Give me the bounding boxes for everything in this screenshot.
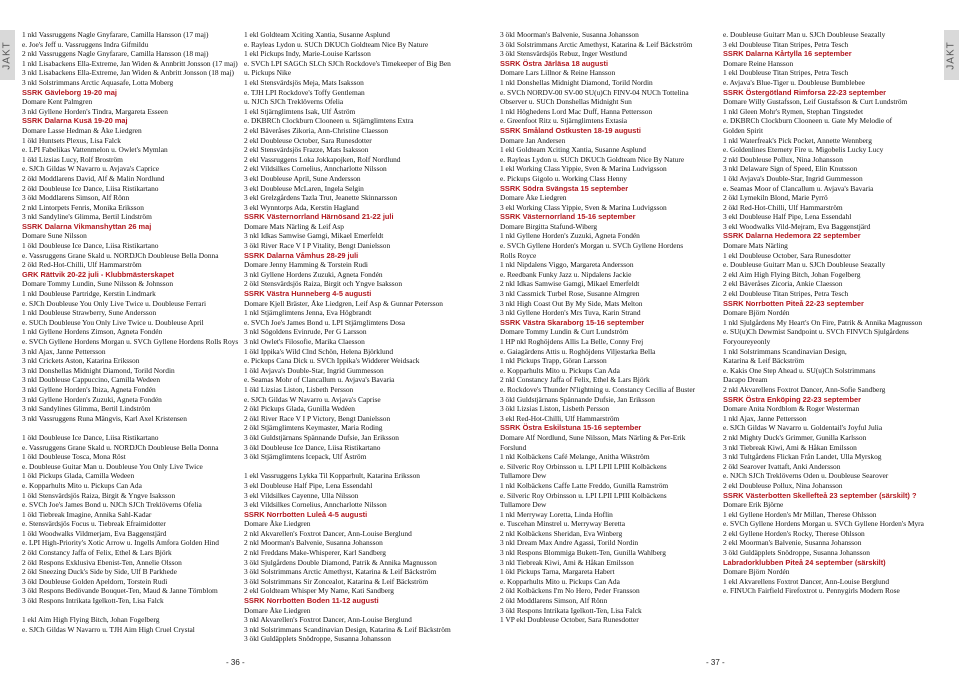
result-line: 3 nkl Gyllene Horden's Tindra, Margareta Esseen <box>22 106 168 116</box>
page-number-left: - 36 - <box>226 658 245 667</box>
result-line: 1 VP ekl Doubleuse October, Sara Runesdotter <box>500 615 639 625</box>
result-line: 1 ökl Tiebreak Imagine, Annika Sahl-Kadar <box>22 509 152 519</box>
result-line: 3 ökl Lizsias Liston, Lisbeth Persson <box>500 404 610 414</box>
result-line: 3 ekl Doubleuse Half Pipe, Lena Essendahl <box>244 480 373 490</box>
result-line: 3 nkl Respons Blommiga Bukett-Ten, Gunilla Wahlberg <box>500 548 666 558</box>
event-heading: SSRK Dalarna Hedemora 22 september <box>723 231 861 241</box>
event-block <box>723 395 953 491</box>
event-block <box>723 88 953 232</box>
result-line: 1 nkl Gleen Mohr's Rymen, Stephan Tingstedet <box>723 106 864 116</box>
result-line: 3 ekl Vildsilkes Cornelius, Anncharlotte Nilsson <box>244 500 387 510</box>
result-line: 3 ökl Solstrimmans Arctic Amethyst, Katarina & Leif Bäckström <box>244 567 437 577</box>
result-line: 3 nkl Gyllene Hordens Zuzuki, Agneta Fondén <box>244 269 383 279</box>
result-line: e. LPI High-Priority's Xotic Arrow u. Ingells Amfora Golden Hind <box>22 538 219 548</box>
result-line: 1 nkl Doubleuse Strawberry, Sune Andersson <box>22 308 157 318</box>
result-line: Tullamore Dew <box>500 471 547 481</box>
result-line: 2 ekl Goldteam Whisper My Name, Kati Sandberg <box>244 586 394 596</box>
result-line: 3 ökl Moorman's Balvenie, Susanna Johansson <box>500 30 639 39</box>
result-line: 1 ekl Stjärnglimtens Isak, Ulf Åström <box>244 106 356 116</box>
result-line: e. SJCh Doubleuse You Only Live Twice u. Doubleuse Ferrari <box>22 298 207 308</box>
result-line: 1 ökl Doubleuse Ice Dance, Liisa Ristikartano <box>22 241 159 251</box>
result-line: 2 ekl Moorman's Balvenie, Susanna Johansson <box>723 538 862 548</box>
event-block <box>22 88 252 117</box>
result-line: 2 nkl Doubleuse Pollux, Nina Johansson <box>723 154 843 164</box>
result-line: e. NJCh SJCh Treklöverns Oden u. Doubleuse Searover <box>723 471 889 481</box>
result-line: Domare Lars Lillnor & Reine Hansson <box>500 68 616 78</box>
event-heading: SSRK Dalarna Kårtylla 16 september <box>723 49 852 59</box>
event-heading: SSRK Småland Ostkusten 18-19 augusti <box>500 125 641 135</box>
result-line: 2 ökl Red-Hot-Chilli, Ulf Hammarström <box>22 260 142 270</box>
result-line: 3 nkl Gyllene Horden's Ibiza, Agneta Fondén <box>22 384 156 394</box>
result-line: u. NJCh SJCh Treklöverns Ofelia <box>244 97 344 107</box>
result-line: 3 ekl Working Class Yippie, Sven & Marina Ludvigsson <box>500 202 667 212</box>
result-line: 2 ökl Respons Exklusiva Ebenist-Ten, Annelie Olsson <box>22 557 182 567</box>
result-line: 3 ökl Respons Intrikata Igelkott-Ten, Lisa Falck <box>22 596 164 606</box>
results-column-2 <box>244 30 474 655</box>
result-line: Domare Kjell Bräster, Åke Liedgren, Leif Asp & Gunnar Petersson <box>244 298 443 308</box>
result-line: 1 ekl Doubleuse Titan Stripes, Petra Tesch <box>723 68 849 78</box>
event-heading: SSRK Västerbotten Skellefteå 23 september (särskilt) ? <box>723 490 917 500</box>
event-block <box>244 596 474 644</box>
result-line: 1 ökl Doubleuse Tosca, Mona Röst <box>22 452 126 462</box>
result-line: Domare Kent Palmgren <box>22 97 93 107</box>
result-line: 2 ekl Stensvärdsjös Frazze, Mats Isaksson <box>244 145 369 155</box>
event-heading: SSRK Södra Svängsta 15 september <box>500 183 629 193</box>
result-line: e. Doubleuse Guitar Man u. Doubleuse You Only Live Twice <box>22 461 203 471</box>
result-line: Domare Reine Hansson <box>723 58 794 68</box>
result-line: 1 ökl Lizsias Liston, Lisbeth Persson <box>244 384 354 394</box>
result-line: 2 nkl Vassruggens Nagle Gnyfarare, Camilla Hansson (18 maj) <box>22 49 209 59</box>
result-line: 1 ökl Avjava's Double-Star, Ingrid Gummesson <box>723 173 863 183</box>
result-line: e. Vassruggens Grane Skald u. NORDJCh Doubleuse Bella Donna <box>22 250 219 260</box>
result-line: 1 ökl Lizsias Lucy, Rolf Broström <box>22 154 123 164</box>
result-line: 3 ökl Stjärnglimtens Icepack, Ulf Åström <box>244 452 367 462</box>
result-line: e. Rayleas Lydon u. SUCh DKUCh Goldteam Nice By Nature <box>244 39 429 49</box>
result-line: 2 ökl Doubleuse Ice Dance, Liisa Ristikartano <box>22 183 159 193</box>
result-line: 3 nkl Tiebreak Kiwi, Ami & Håkan Emilsson <box>723 442 857 452</box>
result-line: e. Goldenlines Eternety Fire u. Migobelis Lucky Lucy <box>723 145 884 155</box>
event-heading: SSRK Dalarna Våmhus 28-29 juli <box>244 250 359 260</box>
result-line: 2 ekl Bäveråses Zikoria, Ann-Christine Claesson <box>244 125 389 135</box>
result-line: 1 ökl Ippika's Wild Clnd Schön, Helena Björklund <box>244 346 394 356</box>
continued-block <box>723 30 953 49</box>
result-line: 2 nkl Freddans Make-Whisperer, Karl Sandberg <box>244 548 387 558</box>
event-heading: SSRK Gävleborg 19-20 maj <box>22 87 117 97</box>
result-line: e. LPI Fabelikas Vattenmelon u. Owlet's Mymlan <box>22 145 168 155</box>
result-line: 1 ekl Vassruggens Lykka Til Kopparhult, Katarina Eriksson <box>244 471 420 481</box>
result-line: 3 nkl Owlet's Filosofie, Marika Claesson <box>244 337 365 346</box>
result-line: 2 nkl Moorman's Balvenie, Susanna Johansson <box>244 538 383 548</box>
result-line: e. Tuscehan Minstrel u. Merryway Beretta <box>500 519 625 529</box>
result-line: 3 ekl Grelzgårdens Tazla Trut, Jeanette Skinnarsson <box>244 193 398 203</box>
event-heading: SSRK Norrbotten Luleå 4-5 augusti <box>244 509 368 519</box>
result-line: 2 ökl Pickups Glada, Gunilla Wedéen <box>244 404 355 414</box>
result-line: Domare Åke Liedgren <box>244 519 311 529</box>
result-line: 3 nkl Ajax, Janne Pettersson <box>22 346 106 356</box>
result-line: 3 nkl High Coast Out By My Side, Mats Melton <box>500 298 643 308</box>
event-block <box>244 510 474 596</box>
result-line: 1 nkl Höghedens Lord Mac Duff, Hanna Pettersson <box>500 106 653 116</box>
results-column-4 <box>723 30 953 655</box>
event-block <box>723 299 953 395</box>
result-line: 1 nkl Gyllene Horden's Zuzuki, Agneta Fondén <box>500 231 640 241</box>
result-line: 3 nkl Idkas Samwise Gamgi, Mikael Emerfeldt <box>244 231 384 241</box>
result-line: 3 ökl Guldstjärnans Spännande Dufsie, Jan Eriksson <box>500 394 655 404</box>
result-line: e. Seamas Mohr of Clancallum u. Avjava's Bavaria <box>244 375 395 385</box>
result-line: 1 nkl Doubleuse Partridge, Kerstin Lindmark <box>22 289 156 299</box>
result-line: 1 nkl Gyllene Hordens Zimson, Agneta Fondén <box>22 327 163 337</box>
event-block <box>244 251 474 289</box>
event-block <box>244 289 474 510</box>
result-line: Domare Birgitta Stafund-Wiberg <box>500 221 598 231</box>
event-heading: SSRK Dalarna Kusä 19-20 maj <box>22 116 128 126</box>
left-page <box>0 0 479 681</box>
result-line: 2 ökl Sneezing Duck's Side by Side, Ulf B Parkhede <box>22 567 177 577</box>
result-line: 2 ökl Red-Hot-Chilli, Ulf Hammarström <box>723 202 843 212</box>
result-line: 2 ökl Searover Ivattaft, Anki Andersson <box>723 461 841 471</box>
result-line: Tullamore Dew <box>500 500 547 510</box>
result-line: 2 ekl Doubleuse Titan Stripes, Petra Tesch <box>723 289 849 299</box>
section-tab-label: JAKT <box>2 40 14 70</box>
result-line: 3 nkl Donshellas Midnight Diamond, Torild Nordin <box>22 365 175 375</box>
result-line: 2 ökl Stensvärdsjös Raiza, Birgit och Yngve Isaksson <box>244 279 403 289</box>
result-line: 2 ekl Doubleuse Pollux, Nina Johansson <box>723 480 843 490</box>
result-line: 2 ökl Lymekiln Blond, Marie Pyrrö <box>723 193 828 203</box>
result-line: u. Pickups Nike <box>244 68 292 78</box>
result-line: 1 ekl Gyllene Horden's Mr Millan, Therese Ohlsson <box>723 509 877 519</box>
result-line: e. Greenfoot Ritz u. Stjärnglimtens Extasia <box>500 116 628 126</box>
result-line: 3 nkl Sandylines Glimma, Bertil Lindström <box>22 404 151 414</box>
result-line: 1 ökl Woodwalks Vildmerjam, Eva Baggenstjärd <box>22 528 167 538</box>
result-line: Domare Mats Närling <box>723 241 788 251</box>
event-heading: SSRK Västernorrland Härnösand 21-22 juli <box>244 212 394 222</box>
result-line: 1 nkl Stjärnglimtens Jenna, Eva Högbrandt <box>244 308 372 318</box>
result-line: 3 ökl Guldäpplets Snödroppe, Susanna Johansson <box>244 634 391 644</box>
result-line: 3 nkl Crickets Aston, Katarina Eriksson <box>22 356 140 366</box>
event-heading: SSRK Östra Eskilstuna 15-16 september <box>500 423 642 433</box>
result-line: 3 nkl Akvarellen's Foxtrot Dancer, Ann-Louise Berglund <box>244 615 412 625</box>
result-line: 3 nkl Cassmick Turbel Rose, Susanne Almgren <box>500 289 640 299</box>
result-line: 3 nkl Dream Max Andre Agassi, Torild Nordin <box>500 538 639 548</box>
result-line: e. Kopparhults Mito u. Pickups Can Ada <box>500 365 620 375</box>
result-line: e. DKBRCh Clockburn Clooneen u. Gate My Melodie of <box>723 116 893 126</box>
result-line: 1 ekl Goldteam Xciting Xantia, Susanne Asplund <box>500 145 646 155</box>
event-heading: SSRK Östra Enköping 22-23 september <box>723 394 862 404</box>
result-line: 3 ekl Vildsilkes Cayenne, Ulla Nilsson <box>244 490 359 500</box>
continued-block <box>500 30 730 59</box>
event-block <box>244 212 474 250</box>
event-heading: SSRK Norrbotten Piteå 22-23 september <box>723 298 864 308</box>
result-line: e. Reedbank Funky Jazz u. Nipdalens Jackie <box>500 269 632 279</box>
result-line: 2 ökl Kolbäckens I'm No Hero, Peder Fransson <box>500 586 640 596</box>
result-line: 3 nkl Lisabackens Ella-Extreme, Jan Widen & Anbritt Jonsson (18 maj) <box>22 68 235 78</box>
result-line: Observer u. SUCh Donshellas Midnight Sun <box>500 97 632 107</box>
event-block <box>500 318 730 424</box>
event-block <box>723 491 953 558</box>
result-line: 3 ekl Doubleuse Titan Stripes, Petra Tesch <box>723 39 849 49</box>
result-line: 1 ökl Huntsets Plexus, Lisa Falck <box>22 135 121 145</box>
result-line: e. Kopparhults Mito u. Pickups Can Ada <box>22 480 142 490</box>
result-line: 1 nkl Sjulgårdens My Heart's On Fire, Patrik & Annika Magnusson <box>723 317 923 327</box>
result-line: 2 ekl Vildsilkes Cornelius, Anncharlotte Nilsson <box>244 164 387 174</box>
result-line: e. SVCh Gyllene Hordens Morgan u. SVCh Gyllene Hordens Rolls Roys <box>22 337 239 346</box>
result-line: Domare Åke Liedgren <box>244 605 311 615</box>
result-line: 1 nkl Kolbäckens Café Melange, Anitha Wikström <box>500 452 650 462</box>
event-heading: SSRK Västra Skaraborg 15-16 september <box>500 317 645 327</box>
result-line: e. Vassruggens Grane Skald u. NORDJCh Doubleuse Bella Donna <box>22 442 219 452</box>
result-line: 3 ökl Doubleuse Golden Apeldorn, Torstein Rudi <box>22 576 168 586</box>
result-line: Domare Björn Nordén <box>723 567 790 577</box>
result-line: 2 ökl Moddlarens David, Alf & Malin Nordlund <box>22 173 165 183</box>
result-line: Foryoureyeonly <box>723 337 771 346</box>
result-line: 3 ökl Solstrimmans Arctic Amethyst, Katarina & Leif Bäckström <box>500 39 693 49</box>
result-line: e. FINUCh Fairfield Firefoxtrot u. Pennygirls Modern Rose <box>723 586 900 596</box>
result-line: Domare Anita Nordblom & Roger Westerman <box>723 404 860 414</box>
result-line: e. SU(u)Ch Dewmist Sandpoint u. SVCh FINVCh Sjulgårdens <box>723 327 909 337</box>
result-line: 1 ekl Stensvärdsjös Meja, Mats Isaksson <box>244 77 364 87</box>
spacer-line <box>22 423 252 433</box>
result-line: Domare Erik Björne <box>723 500 784 510</box>
result-line: 3 ökl Stensvärdsjös Rebuz, Inger Westlund <box>500 49 627 59</box>
result-line: 3 ekl Wynntorps Ada, Kerstin Hagland <box>244 202 359 212</box>
event-block <box>500 212 730 318</box>
event-block <box>500 184 730 213</box>
result-line: e. Rockdove's Thunder N'lightning u. Constancy Cecilia af Buster <box>500 384 696 394</box>
event-heading: SSRK Dalarna Vikmanshyttan 26 maj <box>22 221 152 231</box>
result-line: Domare Åke Liedgren <box>500 193 567 203</box>
continued-block <box>22 30 252 88</box>
result-line: e. Silveric Roy Orbinsson u. LPI LPII LPIII Kolbäckens <box>500 490 667 500</box>
result-line: e. SVCh Gyllene Horden's Morgan u. SVCh Gyllene Hordens <box>500 241 684 251</box>
result-line: 1 ökl Pickups Glada, Camilla Wedeen <box>22 471 135 481</box>
result-line: 1 nkl Kolbäckens Caffe Latte Freddo, Gunilla Ramström <box>500 480 669 490</box>
result-line: e. Kopparhults Mito u. Pickups Can Ada <box>500 576 620 586</box>
result-line: e. SUCh Doubleuse You Only Live Twice u. Doubleuse April <box>22 317 204 327</box>
result-line: 3 ekl Doubleuse Half Pipe, Lena Essendahl <box>723 212 852 222</box>
result-line: Domare Jan Andersen <box>500 135 566 145</box>
section-tab-right <box>944 30 959 80</box>
result-line: e. Pickups Cana Dick u. SVCh Ippika's Widderer Weidsack <box>244 356 420 366</box>
result-line: 3 nkl Doubleuse Cappuccino, Camilla Wedeen <box>22 375 161 385</box>
result-line: e. TJH LPI Rockdove's Toffy Gentleman <box>244 87 365 97</box>
result-line: Domare Sune Nilsson <box>22 231 87 241</box>
results-column-1 <box>22 30 252 655</box>
result-line: e. SJCh Gildas W Navarro u. Avjava's Caprise <box>244 394 381 404</box>
result-line: 1 ökl Avjava's Double-Star, Ingrid Gummesson <box>244 365 384 375</box>
result-line: 3 ökl Respons Bedövande Bouquet-Ten, Maud & Janne Törnblom <box>22 586 218 596</box>
result-line: e. Pickups Gigolo u. Working Class Henny <box>500 173 627 183</box>
result-line: 2 ökl Stjärnglimtens Keymaster, Maria Roding <box>244 423 383 433</box>
result-line: 2 nkl Akvarellens Foxtrot Dancer, Ann-Sofie Sandberg <box>723 384 886 394</box>
event-block <box>500 423 730 624</box>
result-line: 1 ökl Stensvärdsjös Raiza, Birgit & Yngve Isaksson <box>22 490 176 500</box>
result-line: Domare Jenny Hamming & Torstein Rudi <box>244 260 368 270</box>
result-line: e. SJCh Gildas W Navarro u. TJH Aim High Cruel Crystal <box>22 624 195 634</box>
result-line: e. Doubleuse Guitarr Man u. SJCh Doubleuse Seazally <box>723 30 886 39</box>
result-line: Domare Willy Gustafsson, Leif Gustafsson & Curt Lundström <box>723 97 908 107</box>
result-line: 3 ökl Doubleuse Ice Dance, Liisa Ristikartano <box>244 442 381 452</box>
event-heading: Labradorklubben Piteå 24 september (särskilt) <box>723 557 886 567</box>
spacer-line <box>22 606 252 616</box>
result-line: e. Doubleuse Guitarr Man u. SJCh Doubleuse Seazally <box>723 260 886 270</box>
result-line: 2 ekl Gyllene Horden's Rocky, Therese Ohlsson <box>723 528 865 538</box>
result-line: 1 ökl Pickups Tarna, Margareta Habert <box>500 567 615 577</box>
result-line: 3 ökl Moddlarens Simson, Alf Rönn <box>22 193 130 203</box>
event-block <box>723 49 953 87</box>
result-line: 2 nkl Constancy Jaffa of Felix, Ethel & Lars Björk <box>500 375 650 385</box>
event-block <box>723 558 953 596</box>
result-line: Domare Mats Närling & Leif Asp <box>244 221 344 231</box>
result-line: Dacapo Dream <box>723 375 768 385</box>
result-line: 2 nkl Idkas Samwise Gamgi, Mikael Emerfeldt <box>500 279 640 289</box>
result-line: e. SVCh NORDV-00 SV-00 SU(u)Ch FINV-04 NUCh Tottelina <box>500 87 689 97</box>
result-line: 1 nkl Solstrimmans Scandinavian Design, <box>723 346 847 356</box>
result-line: 2 ekl Vassruggens Loka Jokkapojken, Rolf Nordlund <box>244 154 401 164</box>
result-line: 2 nkl Kolbäckens Sheridan, Eva Winberg <box>500 528 623 538</box>
result-line: Domare Tommy Lundin & Curt Lundström <box>500 327 629 337</box>
event-block <box>22 116 252 222</box>
result-line: 1 nkl Pickups Trapp, Göran Larsson <box>500 356 607 366</box>
result-line: 1 ekl Working Class Yippie, Sven & Marina Ludvigsson <box>500 164 667 174</box>
result-line: Golden Spirit <box>723 125 764 135</box>
result-line: 1 ekl Akvarellens Foxtrot Dancer, Ann-Louise Berglund <box>723 576 890 586</box>
event-heading: SSRK Västernorrland 15-16 september <box>500 212 636 222</box>
event-block <box>500 59 730 126</box>
result-line: Katarina & Leif Bäckström <box>723 356 805 366</box>
result-line: e. SVCh Gyllene Hordens Morgan u. SVCh Gyllene Horden's Myra <box>723 519 924 529</box>
results-column-3 <box>500 30 730 655</box>
right-page <box>480 0 959 681</box>
result-line: 1 ekl Aim High Flying Bitch, Johan Fogelberg <box>22 615 160 625</box>
result-line: 2 nkl Akvarellen's Foxtrot Dancer, Ann-Louise Berglund <box>244 528 412 538</box>
spacer-line <box>244 462 474 472</box>
result-line: Rolls Royce <box>500 250 537 260</box>
event-block <box>723 231 953 298</box>
result-line: 1 nkl Nipdalens Viggo, Margareta Andersson <box>500 260 634 270</box>
result-line: 1 nkl Donshellas Midnight Diamond, Torild Nordin <box>500 77 653 87</box>
result-line: 1 nkl Vassruggens Nagle Gnyfarare, Camilla Hansson (17 maj) <box>22 30 209 39</box>
result-line: 3 ökl Guldäpplets Snödroppe, Susanna Johansson <box>723 548 870 558</box>
result-line: Domare Alf Nordlund, Sune Nilsson, Mats Närling & Per-Erik <box>500 432 686 442</box>
result-line: 3 nkl Sandyline's Glimma, Bertil Lindström <box>22 212 152 222</box>
result-line: e. Joe's Jeff u. Vassruggens Indra Gifmildu <box>22 39 149 49</box>
result-line: 2 nkl Mighty Duck's Grimmer, Gunilla Karlsson <box>723 432 867 442</box>
result-line: 3 nkl Vassruggens Runa Mängvis, Karl Axel Kristensen <box>22 413 187 423</box>
result-line: 2 ökl River Race V I P Victory, Bengt Danielsson <box>244 413 391 423</box>
result-line: 2 ökl Constancy Jaffa of Felix, Ethel & Lars Björk <box>22 548 172 558</box>
event-heading: SSRK Norrbotten Boden 11-12 augusti <box>244 596 379 606</box>
event-block <box>500 126 730 184</box>
result-line: 3 nkl Solstrimmans Scandinavian Design, Katarina & Leif Bäckström <box>244 624 451 634</box>
result-line: 1 ekl Pickups Indy, Marie-Louise Karlsson <box>244 49 371 59</box>
result-line: Domare Tommy Lundin, Sune Nilsson & Johnsson <box>22 279 174 289</box>
result-line: e. Rayleas Lydon u. SUCh DKUCh Goldteam Nice By Nature <box>500 154 685 164</box>
result-line: 1 HP nkl Roghöjdens Allis La Belle, Conny Frej <box>500 337 644 346</box>
result-line: 3 nkl Sögoldens Evinrude, Per G Larsson <box>244 327 367 337</box>
result-line: 1 nkl Lisabackens Ella-Extreme, Jan Widen & Annbritt Jonsson (17 maj) <box>22 58 238 68</box>
result-line: e. DKBRCh Clockburn Clooneen u. Stjärnglimtens Extra <box>244 116 414 126</box>
result-line: e. SVCh Joe's James Bond u. LPI Stjärnglimtens Dosa <box>244 317 406 327</box>
result-line: 2 ökl Moddlarens Simson, Alf Rönn <box>500 596 608 606</box>
result-line: Domare Lasse Hedman & Åke Liedgren <box>22 125 142 135</box>
result-line: e. Seamas Moor of Clancallum u. Avjava's Bavaria <box>723 183 874 193</box>
result-line: 3 ekl Doubleuse April, Sune Andersson <box>244 173 361 183</box>
result-line: 1 ökl Doubleuse Ice Dance, Liisa Ristikartano <box>22 432 159 442</box>
result-line: 3 nkl Gyllene Horden's Zuzuki, Agneta Fondén <box>22 394 162 404</box>
result-line: e. Stensvärdsjös Focus u. Tiebreak Efraimidotter <box>22 519 166 529</box>
result-line: 1 nkl Merryway Loretta, Linda Hoflin <box>500 509 613 519</box>
section-tab-left <box>0 30 15 80</box>
result-line: 3 ekl Red-Hot-Chilli, Ulf Hammarström <box>500 413 620 423</box>
result-line: 3 ökl Solstrimmans Sir Zoncealot, Katarina & Leif Bäckström <box>244 576 429 586</box>
result-line: 2 ekl Doubleuse October, Sara Runesdotter <box>244 135 372 145</box>
result-line: Domare Björn Nordén <box>723 308 790 318</box>
result-line: 3 nkl Tiebreak Kiwi, Ami & Håkan Emilsson <box>500 557 634 567</box>
result-line: 1 ekl Doubleuse October, Sara Runesdotter <box>723 250 851 260</box>
page-number-right: - 37 - <box>706 658 725 667</box>
event-block <box>22 222 252 270</box>
result-line: 3 nkl Gyllene Horden's Mrs Tuva, Karin Strand <box>500 308 641 318</box>
result-line: 3 nkl Solstrimmans Arctic Aquasafe, Lotta Moberg <box>22 77 174 87</box>
result-line: 3 ökl River Race V I P Vitality, Bengt Danielsson <box>244 241 391 251</box>
event-heading: GRK Rättvik 20-22 juli - Klubbmästerskapet <box>22 269 174 279</box>
result-line: 2 ekl Bäveråses Zicoria, Ankie Claesson <box>723 279 843 289</box>
result-line: e. Avjava's Blue-Tiger u. Doubleuse Bumblebee <box>723 77 865 87</box>
result-line: e. Kakis One Step Ahead u. SU(u)Ch Solstrimmans <box>723 365 876 375</box>
continued-block <box>244 30 474 212</box>
event-heading: SSRK Västra Hunneberg 4-5 augusti <box>244 289 372 299</box>
result-line: e. SJCh Gildas W Navarro u. Avjava's Caprice <box>22 164 160 174</box>
result-line: 3 ökl Respons Intrikata Igelkott-Ten, Lisa Falck <box>500 605 642 615</box>
result-line: 1 nkl Waterfreak's Pick Pocket, Annette Wennberg <box>723 135 872 145</box>
section-tab-label: JAKT <box>946 40 958 70</box>
event-heading: SSRK Östra Järläsa 18 augusti <box>500 58 609 68</box>
result-line: 1 nkl Ajax, Janne Pettersson <box>723 413 807 423</box>
result-line: e. SVCh LPI SAGCh SLCh SJCh Rockdove's Timekeeper of Big Ben <box>244 58 451 68</box>
result-line: 3 nkl Delaware Sign of Speed, Elin Knutsson <box>723 164 858 174</box>
result-line: e. Gaiagärdens Attis u. Roghöjdens Viljestarka Bella <box>500 346 656 356</box>
result-line: e. SVCh Joe's James Bond u. NJCh SJCh Treklöverns Ofelia <box>22 500 202 510</box>
result-line: 2 nkl Lintorpets Fenris, Monika Eriksson <box>22 202 144 212</box>
event-block <box>22 270 252 635</box>
result-line: 2 ekl Aim High Flying Bitch, Johan Fogelberg <box>723 269 861 279</box>
result-line: 3 ökl Guldstjärnans Spännande Dufsie, Jan Eriksson <box>244 432 399 442</box>
result-line: 3 ökl Sjulgårdens Double Diamond, Patrik & Annika Magnusson <box>244 557 437 567</box>
result-line: 3 ekl Doubleuse McLaren, Ingela Selgin <box>244 183 364 193</box>
result-line: Forslund <box>500 442 527 452</box>
result-line: e. SJCh Gildas W Navarro u. Goldentail's Joyful Julia <box>723 423 883 433</box>
result-line: 3 ekl Woodwalks Vild-Mejram, Eva Baggenstjärd <box>723 221 871 231</box>
result-line: e. Silveric Roy Orbinsson u. LPI LPII LPIII Kolbäckens <box>500 461 667 471</box>
event-heading: SSRK Östergötland Rimforsa 22-23 september <box>723 87 887 97</box>
result-line: 3 nkl Tultgårdens Flickan Från Landet, Ulla Myrskog <box>723 452 882 462</box>
result-line: 1 ekl Goldteam Xciting Xantia, Susanne Asplund <box>244 30 390 39</box>
